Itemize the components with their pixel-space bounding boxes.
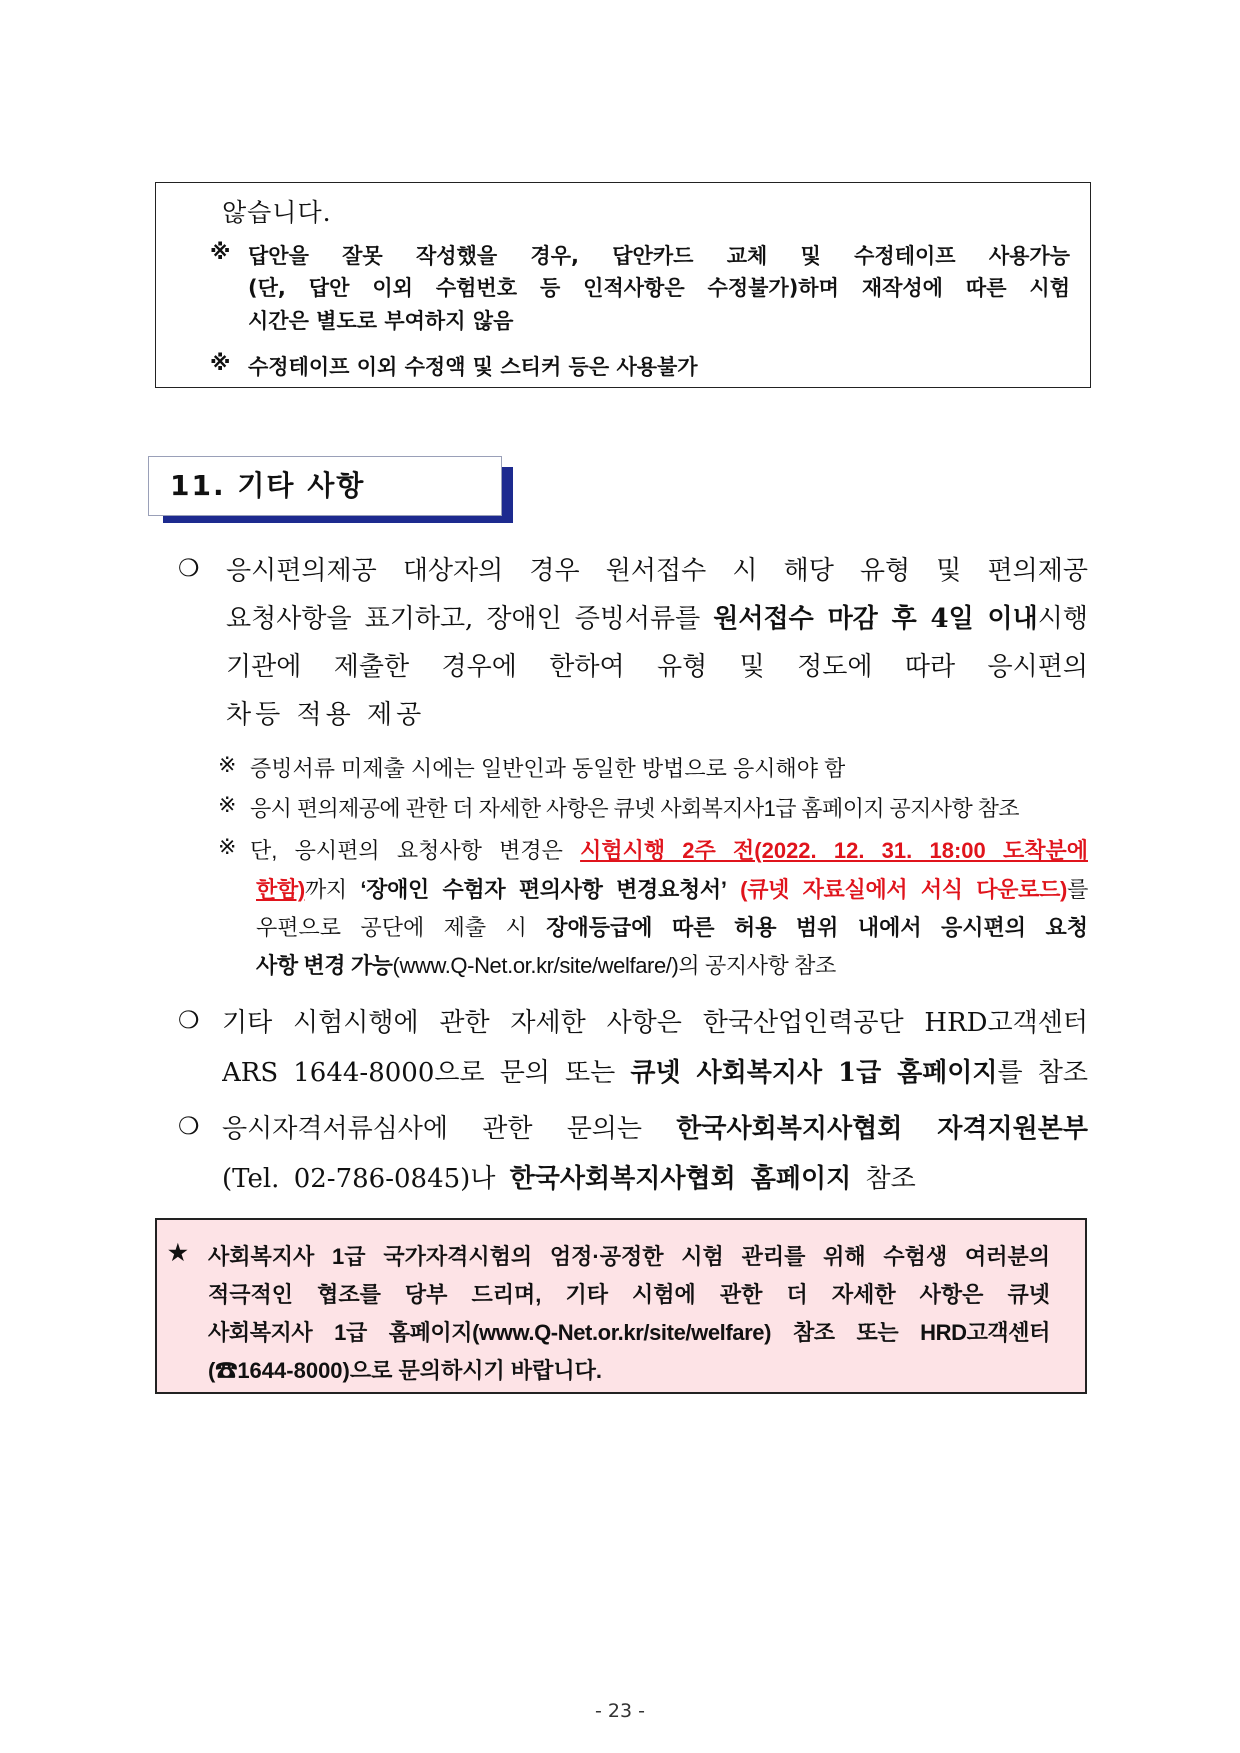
paragraph-line: 기관에 제출한 경우에 한하여 유형 및 정도에 따라 응시편의 [226,652,1088,682]
bullet-icon: ❍ [178,1112,200,1140]
closing-notice-line: 적극적인 협조를 당부 드리며, 기타 시험에 관한 더 자세한 사항은 큐넷 [208,1282,1050,1307]
subnote-line: 우편으로 공단에 제출 시 장애등급에 따른 허용 범위 내에서 응시편의 요청 [256,915,1088,940]
paragraph-line: 요청사항을 표기하고, 장애인 증빙서류를 원서접수 마감 후 4일 이내시행 [226,604,1088,634]
reference-mark: ※ [218,834,237,859]
bullet-icon: ❍ [178,1006,200,1034]
note-line: 수정테이프 이외 수정액 및 스티커 등은 사용불가 [248,355,698,379]
reference-mark: ※ [210,240,231,264]
paragraph-line: (Tel. 02-786-0845)나 한국사회복지사협회 홈페이지 참조 [222,1164,916,1194]
note-line: (단, 답안 이외 수험번호 등 인적사항은 수정불가)하며 재작성에 따른 시험 [248,276,1070,300]
subnote-line: 사항 변경 가능(www.Q-Net.or.kr/site/welfare/)의 공지사항 참조 [256,953,836,978]
note-line: 답안을 잘못 작성했을 경우, 답안카드 교체 및 수정테이프 사용가능 [248,244,1070,268]
paragraph-line: 응시자격서류심사에 관한 문의는 한국사회복지사협회 자격지원본부 [222,1114,1088,1144]
page-number: - 23 - [595,1700,645,1722]
reference-mark: ※ [218,792,237,817]
section-heading: 11. 기타 사항 [170,469,366,502]
reference-mark: ※ [210,351,231,375]
bullet-icon: ❍ [178,554,200,582]
subnote-line: 단, 응시편의 요청사항 변경은 시험시행 2주 전(2022. 12. 31. 18:00 도착분에 [250,838,1088,863]
subnote-line: 증빙서류 미제출 시에는 일반인과 동일한 방법으로 응시해야 함 [250,756,846,781]
paragraph-line: 응시편의제공 대상자의 경우 원서접수 시 해당 유형 및 편의제공 [226,556,1088,586]
note-line: 시간은 별도로 부여하지 않음 [248,309,514,333]
subnote-line: 한함)까지 ‘장애인 수험자 편의사항 변경요청서’ (큐넷 자료실에서 서식 다운로드)를 [256,877,1088,902]
reference-mark: ※ [218,752,237,777]
continuation-text: 않습니다. [222,198,332,227]
subnote-line: 응시 편의제공에 관한 더 자세한 사항은 큐넷 사회복지사1급 홈페이지 공지사항 참조 [250,796,1019,821]
star-icon: ★ [168,1240,188,1265]
closing-notice-line: (☎1644-8000)으로 문의하시기 바랍니다. [208,1358,602,1383]
paragraph-line: 차등 적용 제공 [226,700,426,730]
closing-notice-line: 사회복지사 1급 홈페이지(www.Q-Net.or.kr/site/welfare) 참조 또는 HRD고객센터 [208,1320,1050,1345]
closing-notice-line: 사회복지사 1급 국가자격시험의 엄정·공정한 시험 관리를 위해 수험생 여러분의 [208,1244,1050,1269]
paragraph-line: 기타 시험시행에 관한 자세한 사항은 한국산업인력공단 HRD고객센터 [222,1008,1088,1038]
paragraph-line: ARS 1644-8000으로 문의 또는 큐넷 사회복지사 1급 홈페이지를 참조 [222,1058,1088,1088]
